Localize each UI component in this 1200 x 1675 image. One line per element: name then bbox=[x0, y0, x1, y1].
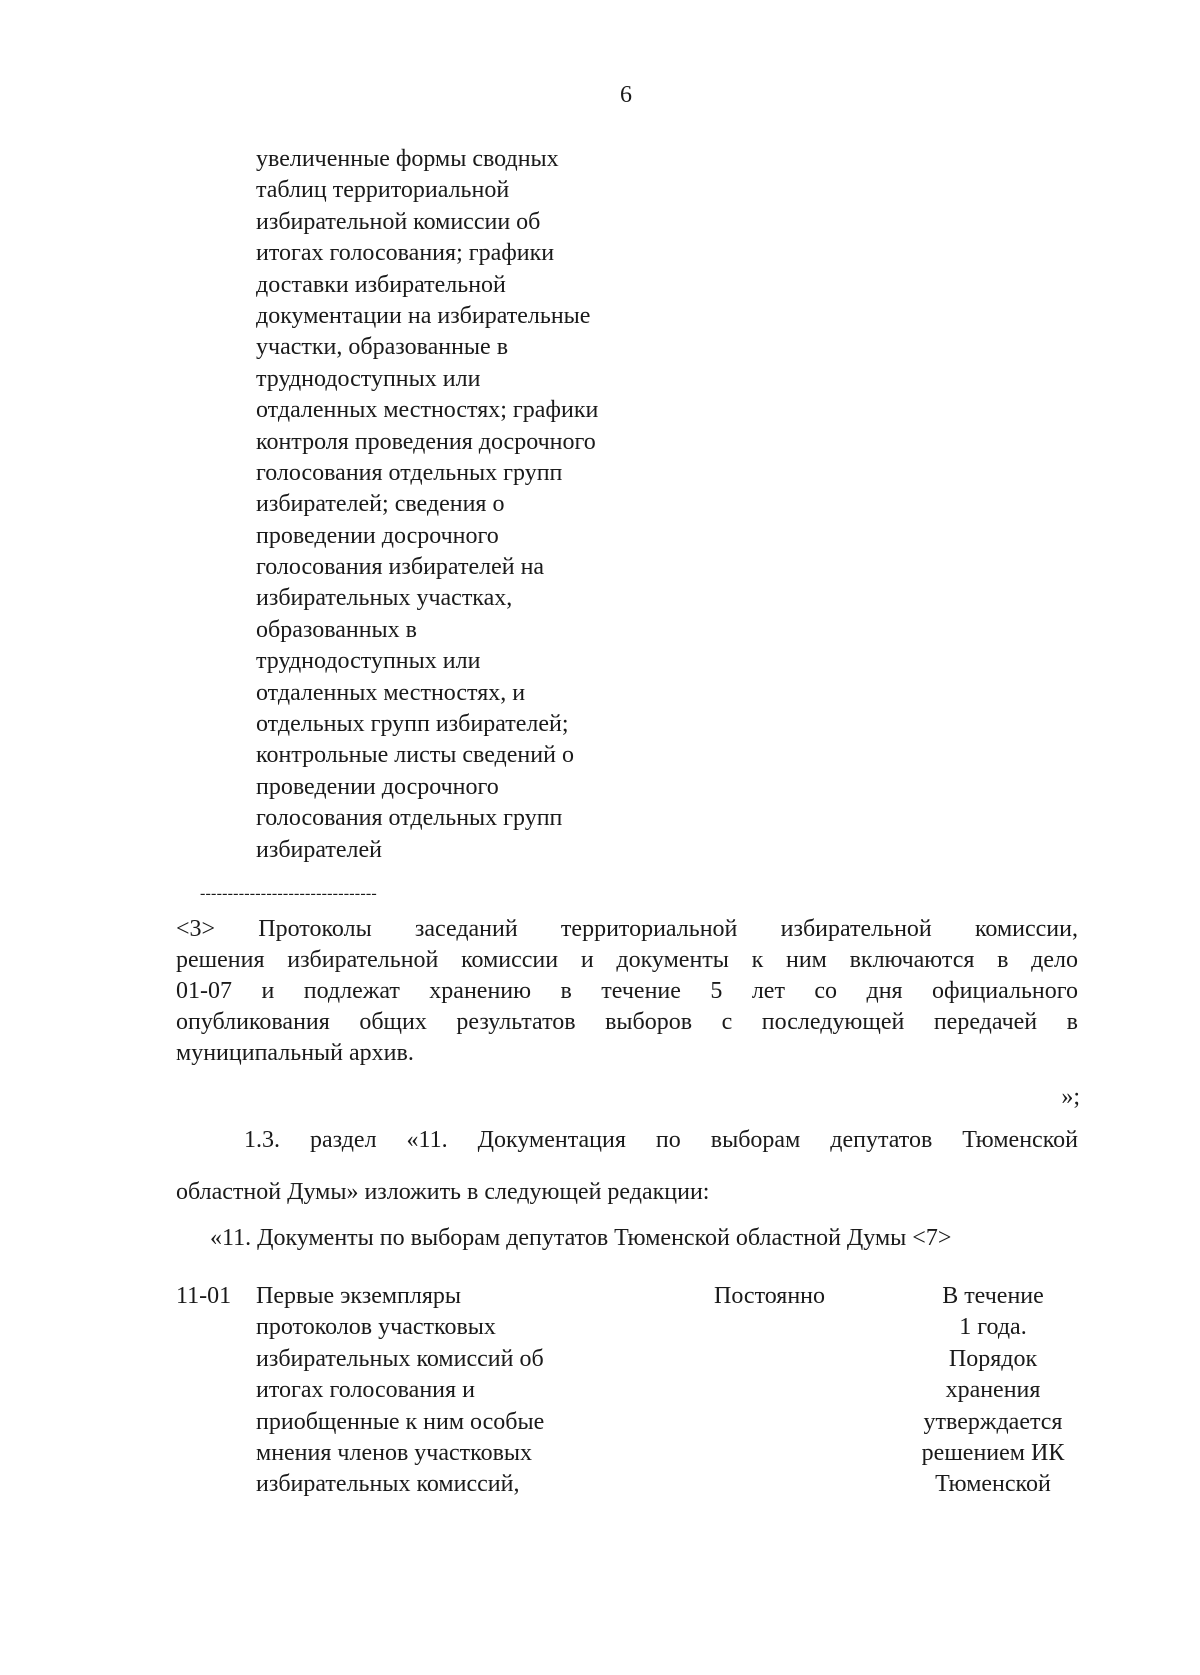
text-line: участки, образованные в bbox=[256, 334, 509, 361]
row-title bbox=[256, 1281, 616, 1501]
row-index: 11-01 bbox=[176, 1283, 232, 1309]
text-line: труднодоступных или bbox=[256, 365, 481, 392]
closing-quote: »; bbox=[1061, 1084, 1080, 1110]
text-line: таблиц территориальной bbox=[256, 177, 510, 204]
amendment-paragraph bbox=[176, 1124, 1078, 1208]
text-line: документации на избирательные bbox=[256, 302, 591, 329]
text-line: труднодоступных или bbox=[256, 648, 481, 675]
text-line: отдаленных местностях, и bbox=[256, 679, 526, 706]
footnote bbox=[176, 914, 1078, 1069]
row-notes-line: хранения bbox=[945, 1377, 1041, 1404]
text-line: контрольные листы сведений о bbox=[256, 742, 574, 769]
row-notes-line: решением ИК bbox=[921, 1439, 1065, 1466]
text-line: доставки избирательной bbox=[256, 271, 506, 298]
row-title-line: мнения членов участковых bbox=[256, 1439, 533, 1466]
row-notes-line: Порядок bbox=[948, 1345, 1038, 1372]
text-line: избирательных участках, bbox=[256, 585, 513, 612]
row-title-line: протоколов участковых bbox=[256, 1314, 496, 1341]
row-title-line: Первые экземпляры bbox=[256, 1283, 462, 1309]
text-line: голосования отдельных групп bbox=[256, 459, 563, 486]
row-title-line: итогах голосования и bbox=[256, 1377, 475, 1404]
row-notes bbox=[906, 1281, 1080, 1501]
amendment-line: 1.3. раздел «11. Документация по выборам депутатов Тюменской bbox=[244, 1127, 1078, 1153]
page-number: 6 bbox=[620, 82, 632, 108]
footnote-separator: -------------------------------- bbox=[200, 885, 377, 902]
footnote-line: решения избирательной комиссии и документы к ним включаются в дело bbox=[176, 947, 1078, 973]
footnote-line: 01-07 и подлежат хранению в течение 5 лет со дня официального bbox=[176, 978, 1078, 1004]
row-title-line: избирательных комиссий об bbox=[256, 1345, 544, 1372]
row-notes-line: В течение bbox=[942, 1283, 1044, 1309]
table-row bbox=[176, 1281, 1080, 1511]
text-line: проведении досрочного bbox=[256, 522, 499, 549]
text-line: избирателей; сведения о bbox=[256, 491, 505, 518]
text-line: избирательной комиссии об bbox=[256, 208, 541, 235]
row-notes-line: Тюменской bbox=[935, 1471, 1051, 1498]
text-line: проведении досрочного bbox=[256, 773, 499, 800]
text-line: итогах голосования; графики bbox=[256, 240, 555, 267]
footnote-line: муниципальный архив. bbox=[176, 1040, 414, 1066]
amendment-line: областной Думы» изложить в следующей редакции: bbox=[176, 1179, 710, 1205]
footnote-line: опубликования общих результатов выборов с последующей передачей в bbox=[176, 1009, 1078, 1035]
text-line: контроля проведения досрочного bbox=[256, 428, 596, 455]
row-title-line: приобщенные к ним особые bbox=[256, 1408, 545, 1435]
row-title-line: избирательных комиссий, bbox=[256, 1471, 520, 1498]
text-line: образованных в bbox=[256, 616, 418, 643]
row-notes-line: утверждается bbox=[923, 1408, 1063, 1435]
text-line: избирателей bbox=[256, 836, 383, 863]
text-line: увеличенные формы сводных bbox=[256, 146, 559, 172]
text-line: отдаленных местностях; графики bbox=[256, 397, 599, 424]
section-heading: «11. Документы по выборам депутатов Тюменской областной Думы <7> bbox=[210, 1225, 952, 1251]
document-entry-text bbox=[256, 144, 676, 866]
text-line: голосования отдельных групп bbox=[256, 805, 563, 832]
row-retention-term: Постоянно bbox=[714, 1283, 826, 1309]
footnote-line: <3> Протоколы заседаний территориальной избирательной комиссии, bbox=[176, 916, 1078, 942]
text-line: голосования избирателей на bbox=[256, 554, 545, 581]
text-line: отдельных групп избирателей; bbox=[256, 711, 569, 738]
row-notes-line: 1 года. bbox=[959, 1314, 1027, 1341]
